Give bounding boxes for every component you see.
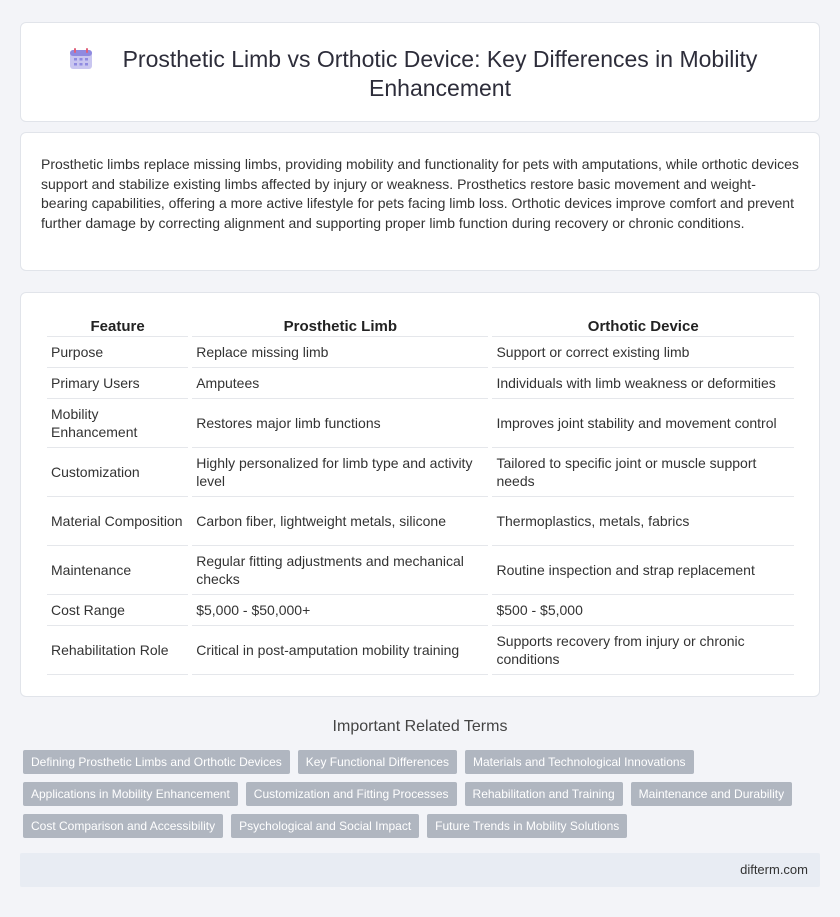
- footer: [20, 853, 820, 887]
- intro-paragraph: Prosthetic limbs replace missing limbs, providing mobility and functionality for pets with amputations, while orthotic devices support and stabilize existing limbs affected by injury or weakness. Prosthetics restore basic movement and weight-bearing capabilities, offering a more active lifestyle for pets facing limb loss. Orthotic devices improve comfort and prevent further damage by correcting alignment and supporting proper limb function during recovery or chronic conditions.: [41, 156, 799, 231]
- related-terms-title: Important Related Terms: [332, 718, 508, 735]
- header-orthotic: Orthotic Device: [492, 317, 794, 337]
- row-feature: Primary Users: [47, 368, 188, 399]
- row-feature: Cost Range: [47, 595, 188, 626]
- table-row: [47, 497, 794, 546]
- related-term-tag[interactable]: Rehabilitation and Training: [465, 782, 623, 806]
- header-prosthetic: Prosthetic Limb: [192, 317, 488, 337]
- related-term-tag[interactable]: Future Trends in Mobility Solutions: [427, 814, 627, 838]
- tag-row: [23, 782, 803, 806]
- table-row: [47, 448, 794, 497]
- header-feature: Feature: [47, 317, 188, 337]
- row-feature: Material Composition: [47, 497, 188, 546]
- row-prosthetic: Highly personalized for limb type and activity level: [192, 448, 488, 497]
- related-terms-list: [23, 750, 803, 846]
- page-title: Prosthetic Limb vs Orthotic Device: Key Differences in Mobility Enhancement: [122, 46, 758, 101]
- intro-card: [20, 132, 820, 271]
- row-feature: Purpose: [47, 337, 188, 368]
- row-prosthetic: Amputees: [192, 368, 488, 399]
- row-prosthetic: Replace missing limb: [192, 337, 488, 368]
- row-orthotic: Supports recovery from injury or chronic conditions: [492, 626, 794, 675]
- row-feature: Rehabilitation Role: [47, 626, 188, 675]
- related-term-tag[interactable]: Cost Comparison and Accessibility: [23, 814, 223, 838]
- related-term-tag[interactable]: Maintenance and Durability: [631, 782, 792, 806]
- related-term-tag[interactable]: Key Functional Differences: [298, 750, 457, 774]
- tag-row: [23, 814, 803, 838]
- related-term-tag[interactable]: Psychological and Social Impact: [231, 814, 419, 838]
- table-row: [47, 626, 794, 675]
- row-orthotic: Thermoplastics, metals, fabrics: [492, 497, 794, 546]
- related-term-tag[interactable]: Defining Prosthetic Limbs and Orthotic Devices: [23, 750, 290, 774]
- row-feature: Customization: [47, 448, 188, 497]
- comparison-table: [43, 317, 798, 675]
- row-orthotic: Individuals with limb weakness or deformities: [492, 368, 794, 399]
- row-prosthetic: Regular fitting adjustments and mechanical checks: [192, 546, 488, 595]
- table-row: [47, 337, 794, 368]
- tag-row: [23, 750, 803, 774]
- related-term-tag[interactable]: Applications in Mobility Enhancement: [23, 782, 238, 806]
- row-feature: Mobility Enhancement: [47, 399, 188, 448]
- table-row: [47, 399, 794, 448]
- row-orthotic: Routine inspection and strap replacement: [492, 546, 794, 595]
- table-header-row: [47, 317, 794, 337]
- related-term-tag[interactable]: Customization and Fitting Processes: [246, 782, 457, 806]
- table-row: [47, 368, 794, 399]
- table-row: [47, 595, 794, 626]
- table-row: [47, 546, 794, 595]
- row-feature: Maintenance: [47, 546, 188, 595]
- row-orthotic: Tailored to specific joint or muscle support needs: [492, 448, 794, 497]
- related-term-tag[interactable]: Materials and Technological Innovations: [465, 750, 694, 774]
- row-orthotic: Improves joint stability and movement control: [492, 399, 794, 448]
- row-prosthetic: Carbon fiber, lightweight metals, silicone: [192, 497, 488, 546]
- row-orthotic: $500 - $5,000: [492, 595, 794, 626]
- row-prosthetic: Restores major limb functions: [192, 399, 488, 448]
- row-prosthetic: $5,000 - $50,000+: [192, 595, 488, 626]
- title-card: [20, 22, 820, 122]
- footer-site-link[interactable]: difterm.com: [740, 862, 808, 877]
- row-prosthetic: Critical in post-amputation mobility training: [192, 626, 488, 675]
- row-orthotic: Support or correct existing limb: [492, 337, 794, 368]
- comparison-table-card: [20, 292, 820, 697]
